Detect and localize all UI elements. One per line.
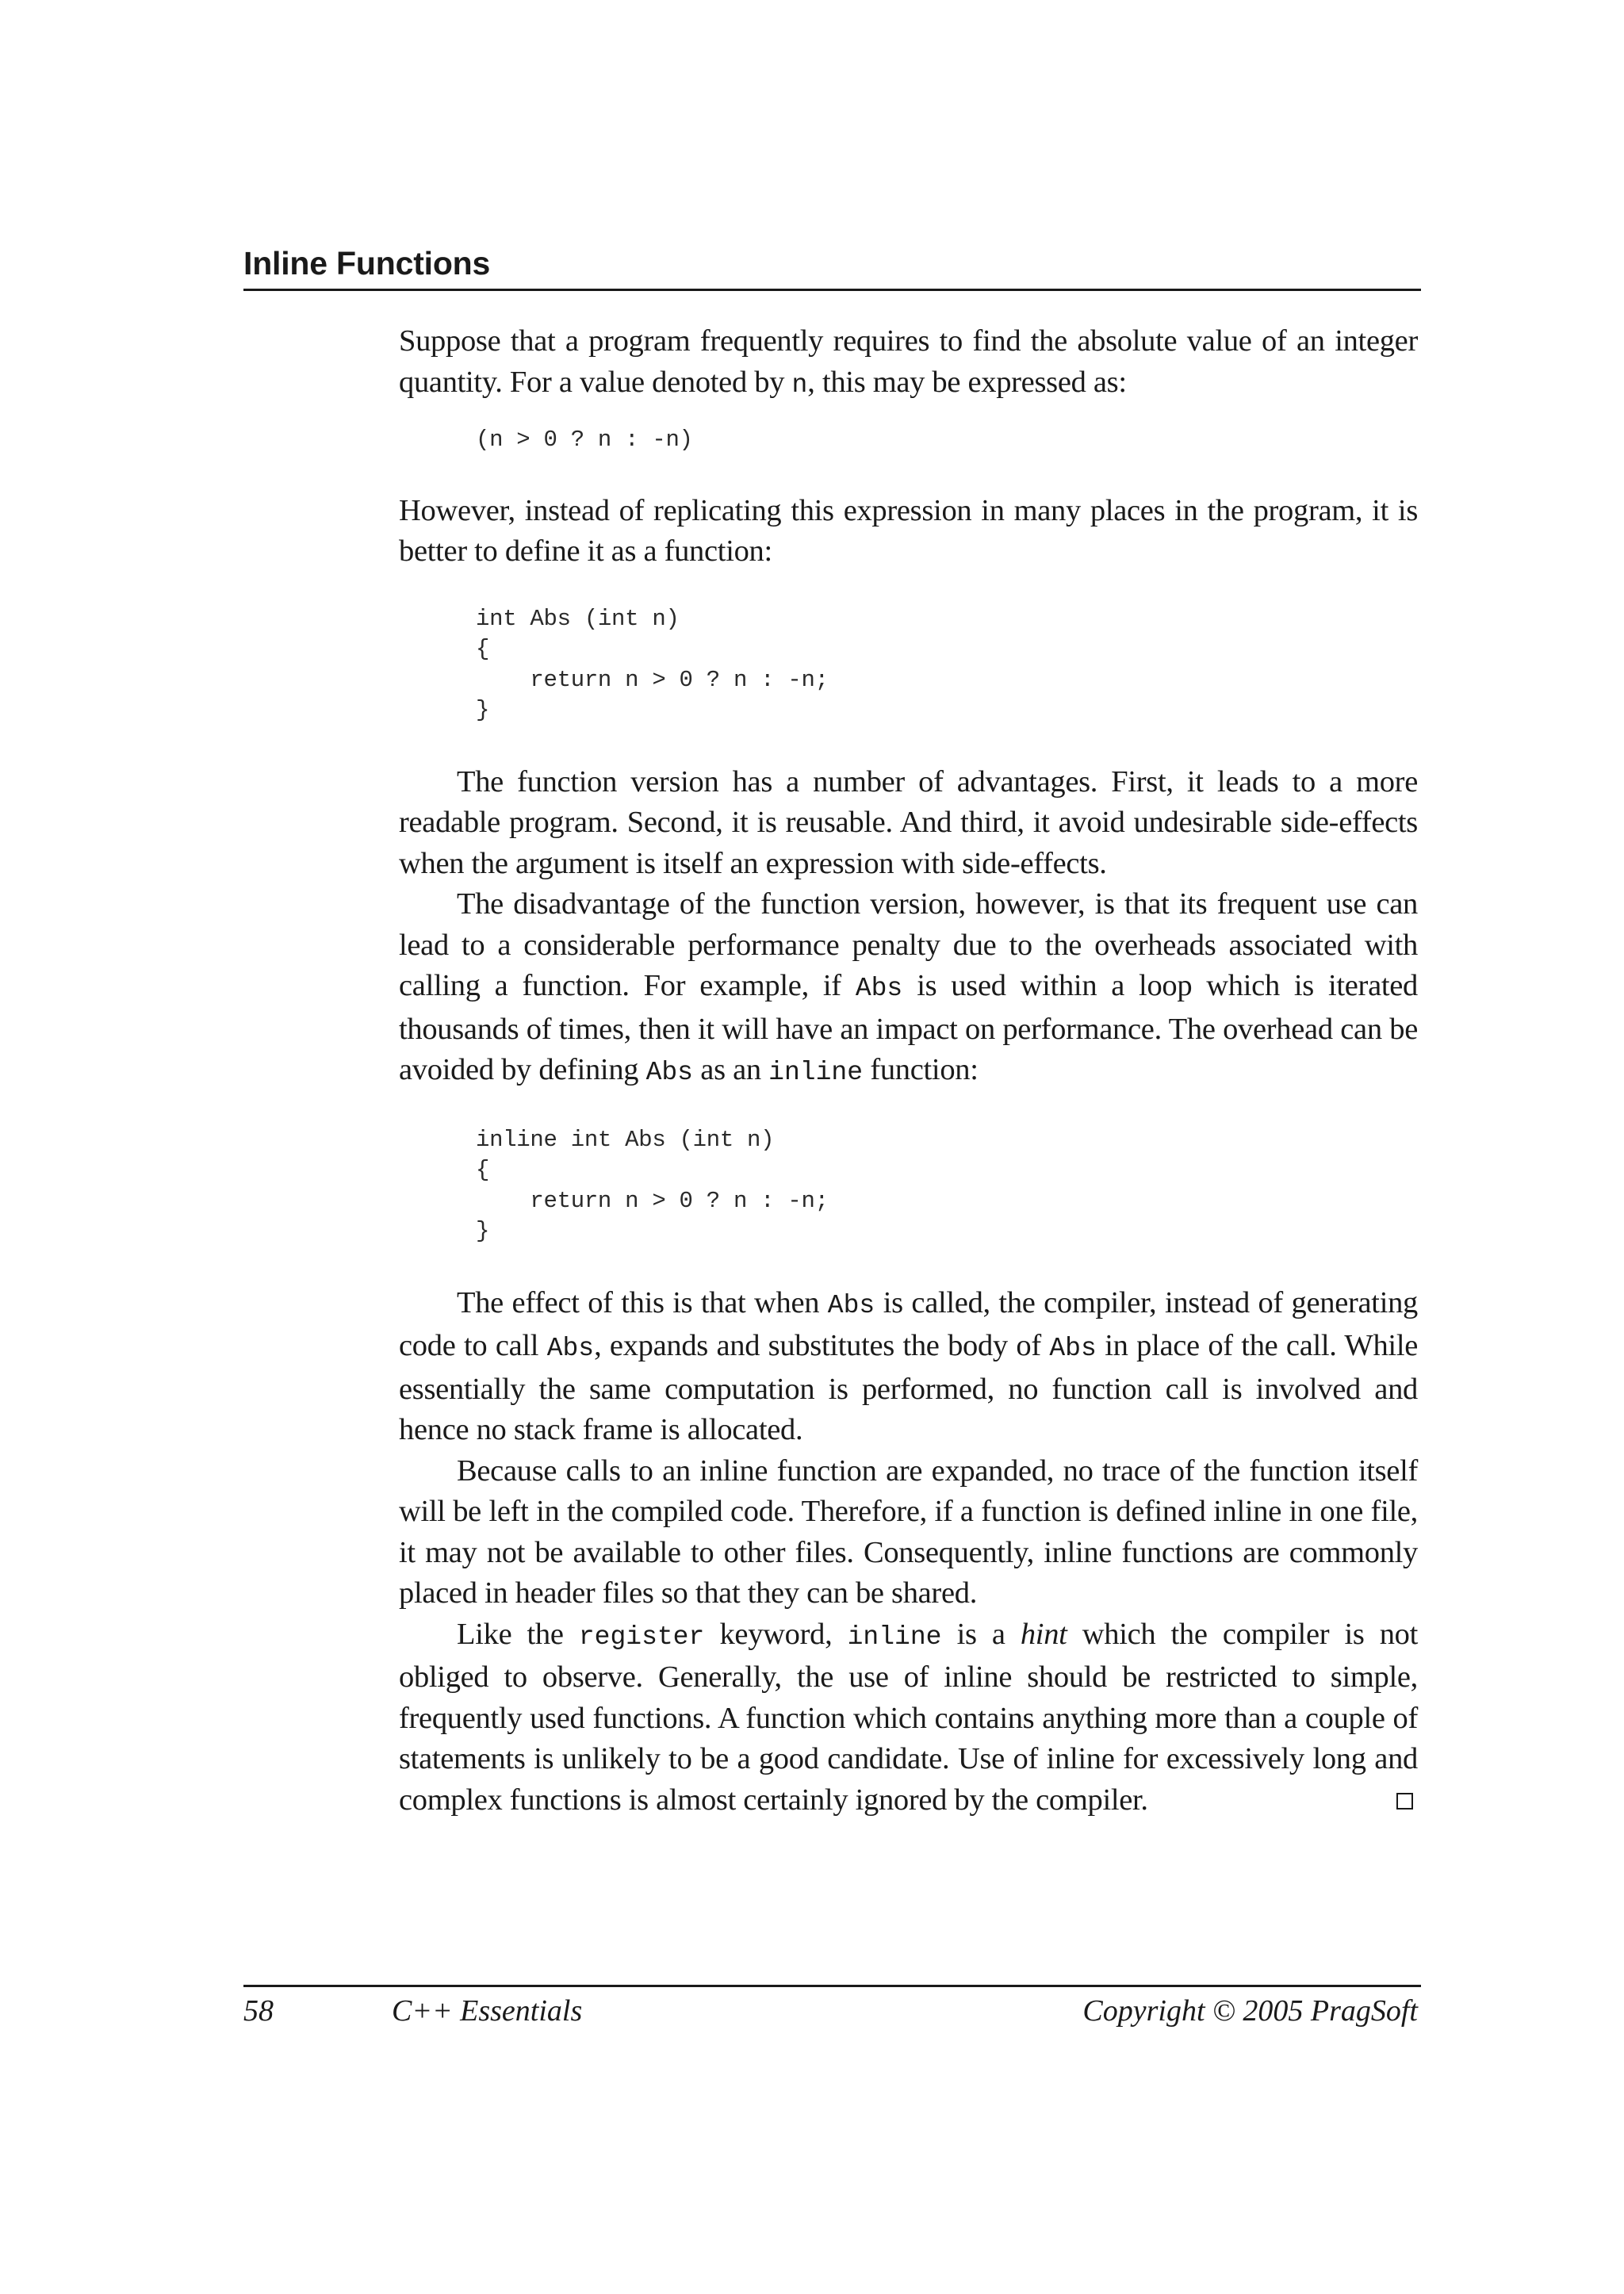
end-of-section-square-icon xyxy=(1396,1793,1413,1810)
inline-code: inline xyxy=(768,1058,863,1087)
book-title: C++ Essentials xyxy=(392,1994,583,2028)
inline-code: inline xyxy=(847,1622,942,1652)
inline-code: Abs xyxy=(645,1058,693,1087)
paragraph-define-function: However, instead of replicating this expression in many places in the program, it is better to define it as a function: xyxy=(399,493,1418,568)
code-block-expression: (n > 0 ? n : -n) xyxy=(476,427,693,453)
paragraph-intro: Suppose that a program frequently requires to find the absolute value of an integer quantity. For a value denoted by n, this may be expressed as: xyxy=(399,324,1418,400)
paragraph-effect: The effect of this is that when Abs is called, the compiler, instead of generating code to call Abs, expands and substitutes the body of Abs in place of the call. While essentially the same computation is performed, no function call is involved and hence no stack frame is allocated. xyxy=(399,1285,1418,1446)
copyright-notice: Copyright © 2005 PragSoft xyxy=(1082,1994,1418,2028)
paragraph-advantages: The function version has a number of advantages. First, it leads to a more readable program. Second, it is reusable. And third, it avoid undesirable side-effects when the argument is itself an expression with side-effects. xyxy=(399,764,1418,880)
body-text xyxy=(399,321,1418,1821)
paragraph-header-files: Because calls to an inline function are expanded, no trace of the function itself will be left in the compiled code. Therefore, if a function is defined inline in one file, it may not be available to other files. Consequently, inline functions are commonly placed in header files so that they can be shared. xyxy=(399,1453,1418,1610)
inline-code: register xyxy=(578,1622,705,1652)
section-title: Inline Functions xyxy=(243,243,1421,291)
emphasis-hint: hint xyxy=(1020,1617,1067,1651)
page-number: 58 xyxy=(243,1994,274,2028)
page-footer xyxy=(243,1985,1421,2035)
paragraph-hint: Like the register keyword, inline is a hint which the compiler is not obliged to observe. Generally, the use of inline should be restricted to simple, frequently used functions. A function which contains anything more than a couple of statements is unlikely to be a good candidate. Use of inline for excessively long and complex functions is almost certainly ignored by the compiler. xyxy=(399,1617,1419,1817)
code-block-abs-function: int Abs (int n) { return n > 0 ? n : -n; } xyxy=(476,605,829,723)
paragraph-disadvantage: The disadvantage of the function version, however, is that its frequent use can lead to a considerable performance penalty due to the overheads associated with calling a function. For example, if Abs is used within a loop which is iterated thousands of times, then it will have an impact on performance. The overhead can be avoided by defining Abs as an inline function: xyxy=(399,887,1418,1087)
inline-code: Abs xyxy=(827,1290,875,1320)
inline-code: Abs xyxy=(1049,1334,1097,1363)
code-block-inline-abs-function: inline int Abs (int n) { return n > 0 ? n : -n; } xyxy=(476,1126,829,1244)
inline-code: n xyxy=(791,370,808,400)
inline-code: Abs xyxy=(546,1334,595,1363)
inline-code: Abs xyxy=(855,974,903,1003)
